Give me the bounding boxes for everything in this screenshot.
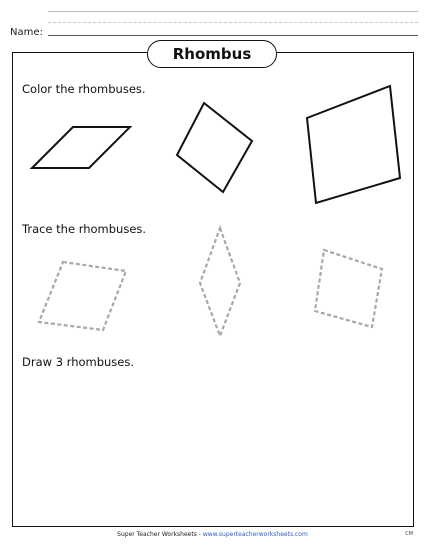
footer-site-name: Super Teacher Worksheets: [117, 531, 197, 538]
instruction-trace: Trace the rhombuses.: [22, 222, 147, 236]
footer-separator: -: [196, 531, 203, 538]
color-rhombus-1[interactable]: [32, 127, 130, 168]
name-label: Name:: [10, 27, 43, 38]
footer-code: CM: [405, 531, 413, 537]
instruction-color: Color the rhombuses.: [22, 82, 146, 96]
color-rhombus-2[interactable]: [177, 103, 252, 192]
trace-rhombus-1[interactable]: [39, 262, 126, 330]
instruction-draw: Draw 3 rhombuses.: [22, 355, 135, 369]
worksheet-title: Rhombus: [147, 40, 277, 68]
trace-rhombus-2[interactable]: [200, 228, 240, 336]
color-rhombus-3[interactable]: [307, 86, 400, 203]
footer: [0, 531, 425, 538]
footer-url-link[interactable]: www.superteacherworksheets.com: [202, 531, 308, 538]
trace-rhombus-3[interactable]: [315, 250, 382, 327]
